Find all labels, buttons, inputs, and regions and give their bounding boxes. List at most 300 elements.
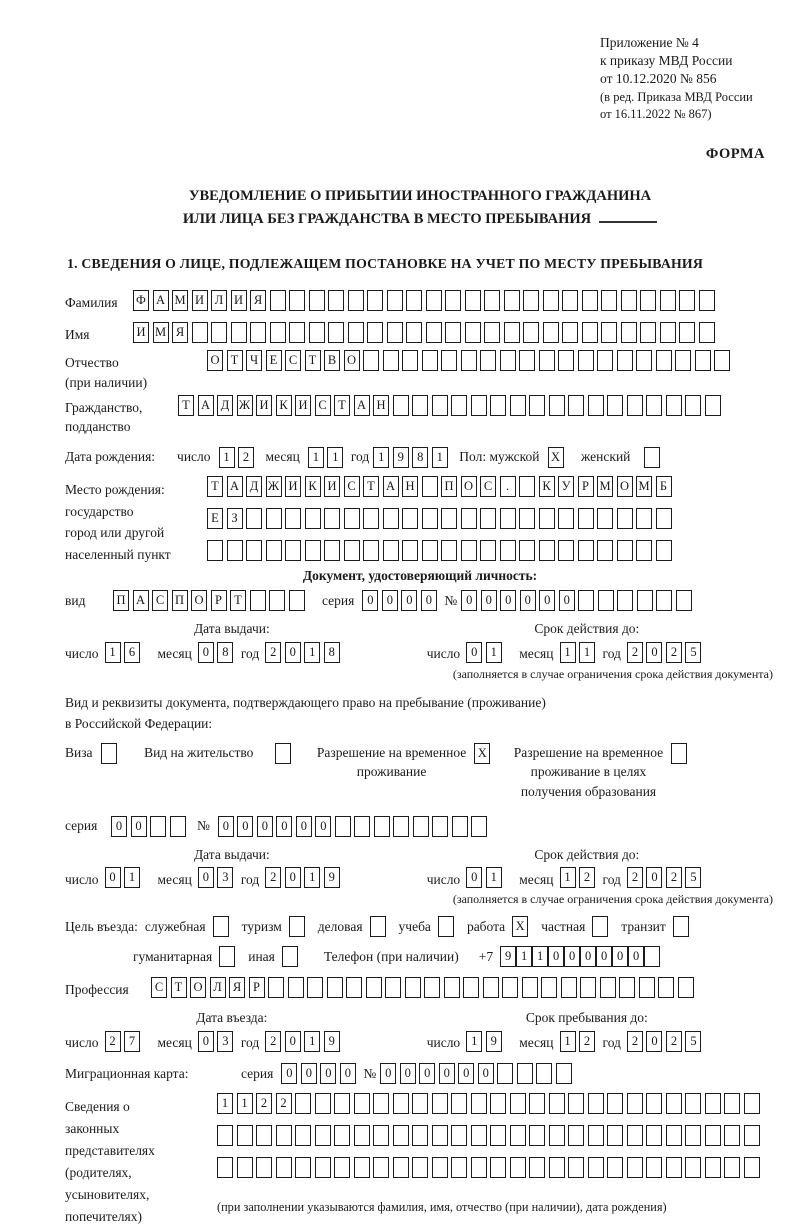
char-cell[interactable]: 0 xyxy=(478,1063,494,1084)
char-cell[interactable] xyxy=(412,1157,428,1178)
char-cell[interactable] xyxy=(461,540,477,561)
char-cell[interactable] xyxy=(471,1157,487,1178)
char-cell[interactable]: 0 xyxy=(301,1063,317,1084)
char-cell[interactable]: 5 xyxy=(685,642,701,663)
char-cell[interactable] xyxy=(405,977,421,998)
char-cell[interactable] xyxy=(432,816,448,837)
char-cell[interactable] xyxy=(354,1093,370,1114)
char-cell[interactable]: X xyxy=(512,916,528,937)
char-cell[interactable] xyxy=(510,1157,526,1178)
char-cell[interactable] xyxy=(307,977,323,998)
char-cell[interactable] xyxy=(588,1093,604,1114)
char-cell[interactable] xyxy=(354,1125,370,1146)
char-cell[interactable] xyxy=(646,395,662,416)
char-cell[interactable] xyxy=(656,590,672,611)
char-cell[interactable] xyxy=(582,290,598,311)
char-cell[interactable] xyxy=(519,508,535,529)
char-cell[interactable] xyxy=(639,977,655,998)
char-cell[interactable]: 8 xyxy=(217,642,233,663)
char-cell[interactable] xyxy=(529,1157,545,1178)
char-cell[interactable] xyxy=(471,395,487,416)
char-cell[interactable]: 1 xyxy=(560,867,576,888)
char-cell[interactable]: 1 xyxy=(486,642,502,663)
char-cell[interactable]: 1 xyxy=(373,447,389,468)
char-cell[interactable] xyxy=(556,1063,572,1084)
char-cell[interactable] xyxy=(385,977,401,998)
char-cell[interactable]: 2 xyxy=(579,1031,595,1052)
char-cell[interactable] xyxy=(289,590,305,611)
char-cell[interactable]: 1 xyxy=(516,946,532,967)
char-cell[interactable]: 0 xyxy=(380,1063,396,1084)
char-cell[interactable] xyxy=(170,816,186,837)
char-cell[interactable]: . xyxy=(500,476,516,497)
char-cell[interactable] xyxy=(675,350,691,371)
char-cell[interactable] xyxy=(601,322,617,343)
char-cell[interactable]: В xyxy=(324,350,340,371)
char-cell[interactable]: 2 xyxy=(265,867,281,888)
char-cell[interactable] xyxy=(627,1093,643,1114)
char-cell[interactable] xyxy=(101,743,117,764)
char-cell[interactable]: Е xyxy=(207,508,223,529)
char-cell[interactable] xyxy=(327,977,343,998)
char-cell[interactable]: 3 xyxy=(217,1031,233,1052)
char-cell[interactable] xyxy=(402,350,418,371)
char-cell[interactable]: А xyxy=(383,476,399,497)
char-cell[interactable] xyxy=(490,1093,506,1114)
char-cell[interactable] xyxy=(412,395,428,416)
char-cell[interactable] xyxy=(640,322,656,343)
char-cell[interactable] xyxy=(289,290,305,311)
char-cell[interactable]: М xyxy=(636,476,652,497)
char-cell[interactable] xyxy=(441,350,457,371)
char-cell[interactable] xyxy=(289,322,305,343)
char-cell[interactable] xyxy=(617,590,633,611)
char-cell[interactable] xyxy=(432,395,448,416)
char-cell[interactable] xyxy=(393,816,409,837)
char-cell[interactable] xyxy=(543,290,559,311)
char-cell[interactable]: Т xyxy=(305,350,321,371)
char-cell[interactable] xyxy=(383,508,399,529)
char-cell[interactable] xyxy=(724,1125,740,1146)
char-cell[interactable] xyxy=(451,395,467,416)
char-cell[interactable] xyxy=(282,946,298,967)
char-cell[interactable]: 0 xyxy=(646,642,662,663)
char-cell[interactable]: Н xyxy=(402,476,418,497)
char-cell[interactable]: 0 xyxy=(564,946,580,967)
char-cell[interactable] xyxy=(705,1157,721,1178)
char-cell[interactable]: 2 xyxy=(666,642,682,663)
char-cell[interactable]: 0 xyxy=(439,1063,455,1084)
char-cell[interactable] xyxy=(237,1125,253,1146)
char-cell[interactable] xyxy=(617,350,633,371)
char-cell[interactable] xyxy=(646,1125,662,1146)
char-cell[interactable]: 0 xyxy=(285,867,301,888)
char-cell[interactable] xyxy=(568,1157,584,1178)
char-cell[interactable] xyxy=(383,350,399,371)
char-cell[interactable] xyxy=(268,977,284,998)
char-cell[interactable] xyxy=(373,1125,389,1146)
char-cell[interactable]: 0 xyxy=(237,816,253,837)
char-cell[interactable] xyxy=(406,322,422,343)
char-cell[interactable] xyxy=(441,508,457,529)
char-cell[interactable]: И xyxy=(231,290,247,311)
char-cell[interactable]: 9 xyxy=(393,447,409,468)
char-cell[interactable] xyxy=(644,946,660,967)
char-cell[interactable] xyxy=(285,540,301,561)
char-cell[interactable] xyxy=(676,590,692,611)
char-cell[interactable] xyxy=(543,322,559,343)
char-cell[interactable]: Ж xyxy=(266,476,282,497)
char-cell[interactable] xyxy=(578,508,594,529)
char-cell[interactable]: 1 xyxy=(560,1031,576,1052)
char-cell[interactable] xyxy=(562,322,578,343)
char-cell[interactable] xyxy=(315,1157,331,1178)
char-cell[interactable] xyxy=(334,1125,350,1146)
char-cell[interactable] xyxy=(679,322,695,343)
char-cell[interactable]: А xyxy=(133,590,149,611)
char-cell[interactable] xyxy=(490,1157,506,1178)
char-cell[interactable]: 2 xyxy=(627,867,643,888)
char-cell[interactable] xyxy=(217,1125,233,1146)
char-cell[interactable]: 0 xyxy=(646,1031,662,1052)
char-cell[interactable]: 0 xyxy=(218,816,234,837)
char-cell[interactable] xyxy=(150,816,166,837)
char-cell[interactable] xyxy=(666,1093,682,1114)
char-cell[interactable]: С xyxy=(151,977,167,998)
char-cell[interactable] xyxy=(744,1125,760,1146)
char-cell[interactable]: 0 xyxy=(285,1031,301,1052)
char-cell[interactable] xyxy=(231,322,247,343)
char-cell[interactable]: X xyxy=(548,447,564,468)
char-cell[interactable]: 1 xyxy=(327,447,343,468)
char-cell[interactable] xyxy=(529,395,545,416)
char-cell[interactable] xyxy=(324,508,340,529)
char-cell[interactable] xyxy=(627,1125,643,1146)
char-cell[interactable] xyxy=(250,322,266,343)
char-cell[interactable]: 2 xyxy=(265,642,281,663)
char-cell[interactable]: 1 xyxy=(466,1031,482,1052)
char-cell[interactable] xyxy=(510,1125,526,1146)
char-cell[interactable] xyxy=(217,1157,233,1178)
char-cell[interactable] xyxy=(484,322,500,343)
char-cell[interactable] xyxy=(250,590,266,611)
char-cell[interactable] xyxy=(500,350,516,371)
char-cell[interactable] xyxy=(578,350,594,371)
char-cell[interactable]: Б xyxy=(656,476,672,497)
char-cell[interactable] xyxy=(519,350,535,371)
char-cell[interactable] xyxy=(592,916,608,937)
char-cell[interactable]: 0 xyxy=(458,1063,474,1084)
char-cell[interactable]: 0 xyxy=(481,590,497,611)
char-cell[interactable] xyxy=(219,946,235,967)
char-cell[interactable]: 2 xyxy=(105,1031,121,1052)
char-cell[interactable]: Д xyxy=(246,476,262,497)
char-cell[interactable]: Н xyxy=(373,395,389,416)
char-cell[interactable] xyxy=(387,322,403,343)
char-cell[interactable]: 0 xyxy=(131,816,147,837)
char-cell[interactable]: 0 xyxy=(401,590,417,611)
char-cell[interactable] xyxy=(607,1125,623,1146)
char-cell[interactable] xyxy=(568,395,584,416)
char-cell[interactable] xyxy=(363,350,379,371)
char-cell[interactable]: 2 xyxy=(579,867,595,888)
char-cell[interactable]: Р xyxy=(578,476,594,497)
char-cell[interactable] xyxy=(627,1157,643,1178)
char-cell[interactable]: Т xyxy=(207,476,223,497)
char-cell[interactable] xyxy=(519,540,535,561)
char-cell[interactable]: Е xyxy=(266,350,282,371)
char-cell[interactable]: К xyxy=(276,395,292,416)
char-cell[interactable]: Ч xyxy=(246,350,262,371)
char-cell[interactable] xyxy=(519,476,535,497)
char-cell[interactable]: И xyxy=(192,290,208,311)
char-cell[interactable] xyxy=(660,322,676,343)
char-cell[interactable] xyxy=(374,816,390,837)
char-cell[interactable]: Ж xyxy=(237,395,253,416)
char-cell[interactable]: 0 xyxy=(285,642,301,663)
char-cell[interactable]: С xyxy=(152,590,168,611)
char-cell[interactable] xyxy=(522,977,538,998)
char-cell[interactable]: Я xyxy=(229,977,245,998)
char-cell[interactable]: 0 xyxy=(296,816,312,837)
char-cell[interactable]: Т xyxy=(334,395,350,416)
char-cell[interactable]: О xyxy=(344,350,360,371)
char-cell[interactable] xyxy=(393,1093,409,1114)
char-cell[interactable] xyxy=(598,590,614,611)
char-cell[interactable]: 0 xyxy=(419,1063,435,1084)
char-cell[interactable] xyxy=(558,540,574,561)
char-cell[interactable] xyxy=(600,977,616,998)
char-cell[interactable]: 1 xyxy=(304,1031,320,1052)
char-cell[interactable] xyxy=(510,1093,526,1114)
char-cell[interactable]: 2 xyxy=(666,1031,682,1052)
char-cell[interactable] xyxy=(270,290,286,311)
char-cell[interactable]: Ф xyxy=(133,290,149,311)
char-cell[interactable] xyxy=(539,540,555,561)
char-cell[interactable]: 0 xyxy=(548,946,564,967)
char-cell[interactable] xyxy=(373,1093,389,1114)
char-cell[interactable]: 0 xyxy=(382,590,398,611)
char-cell[interactable] xyxy=(523,290,539,311)
char-cell[interactable]: 9 xyxy=(486,1031,502,1052)
char-cell[interactable] xyxy=(441,540,457,561)
char-cell[interactable] xyxy=(348,322,364,343)
char-cell[interactable] xyxy=(335,816,351,837)
char-cell[interactable]: 0 xyxy=(580,946,596,967)
char-cell[interactable]: 0 xyxy=(628,946,644,967)
char-cell[interactable]: М xyxy=(153,322,169,343)
char-cell[interactable] xyxy=(480,350,496,371)
char-cell[interactable] xyxy=(366,977,382,998)
char-cell[interactable] xyxy=(646,1157,662,1178)
char-cell[interactable] xyxy=(266,540,282,561)
char-cell[interactable]: 2 xyxy=(265,1031,281,1052)
char-cell[interactable]: 0 xyxy=(400,1063,416,1084)
char-cell[interactable] xyxy=(500,508,516,529)
char-cell[interactable]: К xyxy=(305,476,321,497)
char-cell[interactable] xyxy=(562,290,578,311)
char-cell[interactable] xyxy=(705,1093,721,1114)
char-cell[interactable] xyxy=(679,290,695,311)
char-cell[interactable] xyxy=(480,508,496,529)
char-cell[interactable]: 2 xyxy=(627,1031,643,1052)
char-cell[interactable] xyxy=(192,322,208,343)
char-cell[interactable] xyxy=(393,1157,409,1178)
char-cell[interactable] xyxy=(354,1157,370,1178)
char-cell[interactable]: X xyxy=(474,743,490,764)
char-cell[interactable] xyxy=(673,916,689,937)
char-cell[interactable] xyxy=(305,540,321,561)
char-cell[interactable] xyxy=(432,1093,448,1114)
char-cell[interactable] xyxy=(549,1125,565,1146)
char-cell[interactable] xyxy=(211,322,227,343)
char-cell[interactable]: Л xyxy=(211,290,227,311)
char-cell[interactable]: 2 xyxy=(256,1093,272,1114)
char-cell[interactable] xyxy=(213,916,229,937)
char-cell[interactable]: 0 xyxy=(198,867,214,888)
char-cell[interactable] xyxy=(432,1125,448,1146)
char-cell[interactable] xyxy=(422,508,438,529)
char-cell[interactable] xyxy=(724,1093,740,1114)
char-cell[interactable]: П xyxy=(441,476,457,497)
char-cell[interactable] xyxy=(402,540,418,561)
char-cell[interactable]: 8 xyxy=(324,642,340,663)
char-cell[interactable] xyxy=(582,322,598,343)
char-cell[interactable]: З xyxy=(227,508,243,529)
char-cell[interactable]: 1 xyxy=(486,867,502,888)
char-cell[interactable]: Я xyxy=(172,322,188,343)
char-cell[interactable] xyxy=(607,1093,623,1114)
char-cell[interactable] xyxy=(685,395,701,416)
char-cell[interactable] xyxy=(539,508,555,529)
char-cell[interactable] xyxy=(461,350,477,371)
char-cell[interactable] xyxy=(607,1157,623,1178)
char-cell[interactable]: А xyxy=(354,395,370,416)
char-cell[interactable] xyxy=(413,816,429,837)
char-cell[interactable]: И xyxy=(133,322,149,343)
char-cell[interactable]: 2 xyxy=(627,642,643,663)
char-cell[interactable] xyxy=(646,1093,662,1114)
char-cell[interactable] xyxy=(387,290,403,311)
char-cell[interactable]: 1 xyxy=(237,1093,253,1114)
char-cell[interactable]: О xyxy=(191,590,207,611)
char-cell[interactable]: Р xyxy=(211,590,227,611)
char-cell[interactable]: 1 xyxy=(219,447,235,468)
char-cell[interactable] xyxy=(580,977,596,998)
char-cell[interactable] xyxy=(640,290,656,311)
char-cell[interactable] xyxy=(541,977,557,998)
char-cell[interactable] xyxy=(658,977,674,998)
char-cell[interactable] xyxy=(288,977,304,998)
char-cell[interactable] xyxy=(619,977,635,998)
char-cell[interactable] xyxy=(578,590,594,611)
char-cell[interactable] xyxy=(344,540,360,561)
char-cell[interactable]: 2 xyxy=(276,1093,292,1114)
char-cell[interactable] xyxy=(617,508,633,529)
char-cell[interactable]: Я xyxy=(250,290,266,311)
char-cell[interactable]: 0 xyxy=(320,1063,336,1084)
char-cell[interactable]: 0 xyxy=(362,590,378,611)
char-cell[interactable] xyxy=(328,322,344,343)
char-cell[interactable] xyxy=(328,290,344,311)
char-cell[interactable] xyxy=(561,977,577,998)
char-cell[interactable]: С xyxy=(344,476,360,497)
char-cell[interactable] xyxy=(324,540,340,561)
char-cell[interactable] xyxy=(637,590,653,611)
char-cell[interactable] xyxy=(549,1157,565,1178)
char-cell[interactable]: 0 xyxy=(198,1031,214,1052)
char-cell[interactable] xyxy=(445,322,461,343)
char-cell[interactable]: 2 xyxy=(666,867,682,888)
char-cell[interactable]: 9 xyxy=(324,1031,340,1052)
char-cell[interactable]: А xyxy=(198,395,214,416)
char-cell[interactable]: И xyxy=(256,395,272,416)
char-cell[interactable]: 0 xyxy=(276,816,292,837)
char-cell[interactable] xyxy=(549,395,565,416)
char-cell[interactable]: 1 xyxy=(560,642,576,663)
char-cell[interactable] xyxy=(656,540,672,561)
char-cell[interactable]: О xyxy=(190,977,206,998)
char-cell[interactable] xyxy=(744,1093,760,1114)
char-cell[interactable]: А xyxy=(153,290,169,311)
char-cell[interactable] xyxy=(471,1125,487,1146)
char-cell[interactable] xyxy=(471,816,487,837)
char-cell[interactable] xyxy=(558,508,574,529)
char-cell[interactable]: У xyxy=(558,476,574,497)
char-cell[interactable] xyxy=(601,290,617,311)
char-cell[interactable] xyxy=(363,540,379,561)
char-cell[interactable] xyxy=(465,322,481,343)
char-cell[interactable]: 2 xyxy=(238,447,254,468)
char-cell[interactable] xyxy=(523,322,539,343)
char-cell[interactable] xyxy=(484,290,500,311)
char-cell[interactable] xyxy=(695,350,711,371)
char-cell[interactable] xyxy=(346,977,362,998)
char-cell[interactable]: 6 xyxy=(124,642,140,663)
char-cell[interactable] xyxy=(588,1157,604,1178)
char-cell[interactable]: 1 xyxy=(308,447,324,468)
char-cell[interactable]: 9 xyxy=(324,867,340,888)
char-cell[interactable] xyxy=(406,290,422,311)
char-cell[interactable] xyxy=(480,540,496,561)
char-cell[interactable]: И xyxy=(295,395,311,416)
char-cell[interactable]: Т xyxy=(230,590,246,611)
char-cell[interactable] xyxy=(636,350,652,371)
char-cell[interactable] xyxy=(412,1093,428,1114)
char-cell[interactable] xyxy=(656,350,672,371)
char-cell[interactable] xyxy=(246,508,262,529)
char-cell[interactable] xyxy=(285,508,301,529)
char-cell[interactable] xyxy=(334,1157,350,1178)
char-cell[interactable]: Т xyxy=(227,350,243,371)
char-cell[interactable] xyxy=(295,1157,311,1178)
char-cell[interactable]: Т xyxy=(171,977,187,998)
char-cell[interactable] xyxy=(617,540,633,561)
char-cell[interactable] xyxy=(714,350,730,371)
char-cell[interactable] xyxy=(529,1125,545,1146)
char-cell[interactable] xyxy=(685,1093,701,1114)
char-cell[interactable]: 0 xyxy=(596,946,612,967)
char-cell[interactable]: О xyxy=(207,350,223,371)
char-cell[interactable] xyxy=(685,1157,701,1178)
char-cell[interactable] xyxy=(334,1093,350,1114)
char-cell[interactable] xyxy=(529,1093,545,1114)
char-cell[interactable]: С xyxy=(285,350,301,371)
char-cell[interactable] xyxy=(724,1157,740,1178)
char-cell[interactable] xyxy=(536,1063,552,1084)
char-cell[interactable] xyxy=(621,290,637,311)
char-cell[interactable] xyxy=(246,540,262,561)
